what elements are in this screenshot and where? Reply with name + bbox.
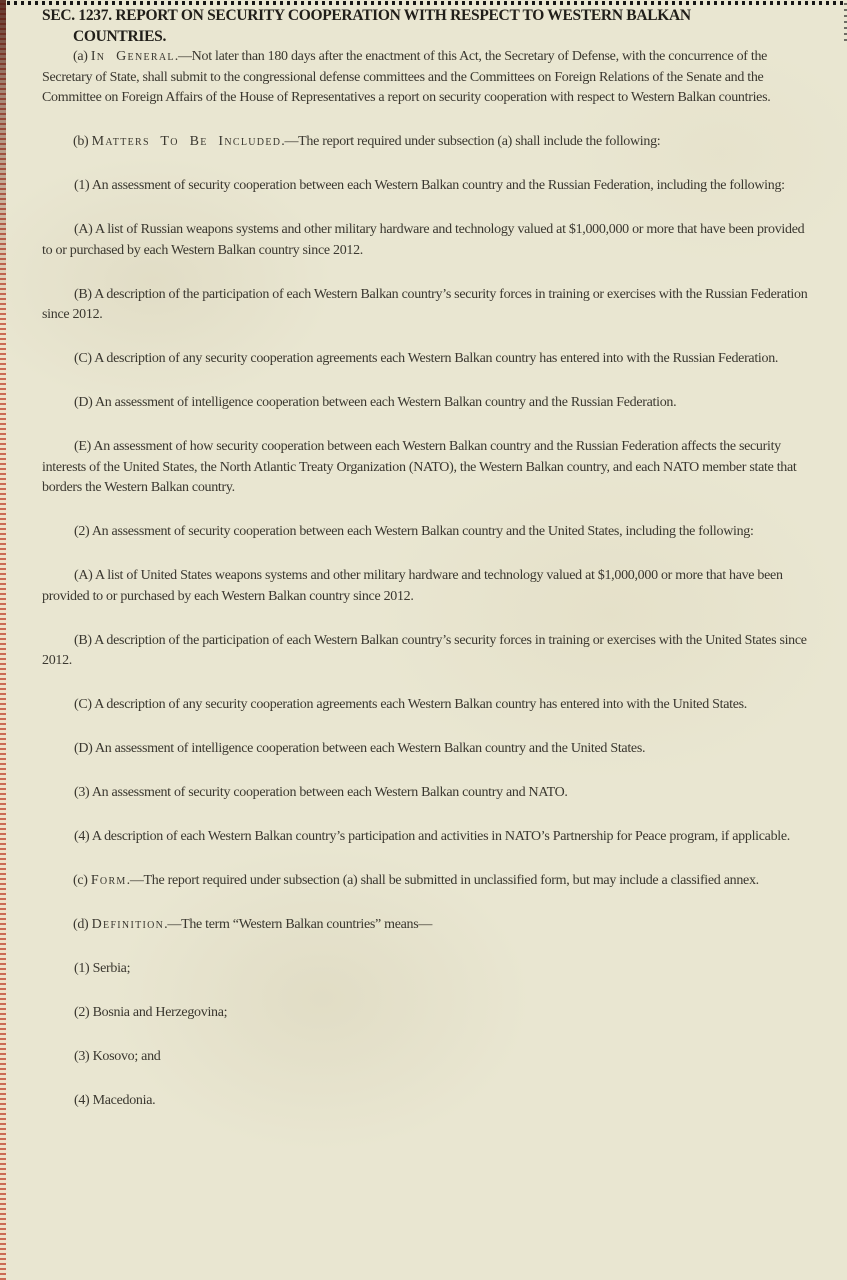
subparagraph-b1E: (E) An assessment of how security cooperation between each Western Balkan country and the Russian Federation affects the security interests of the United States, the North Atlantic Treaty Organization (NATO), the Western Balkan country, and each NATO member state that borders the Western Balkan country. [42,439,797,495]
subparagraph-b2C: (C) A description of any security cooperation agreements each Western Balkan country has entered into with the United States. [74,697,747,712]
subsection-d-text: .—The term “Western Balkan countries” means— [164,917,433,932]
paragraph-d2: (2) Bosnia and Herzegovina; [74,1005,228,1020]
subsection-c [42,871,817,892]
subsection-c-designator: (c) [73,873,91,888]
subparagraph-b2D: (D) An assessment of intelligence cooperation between each Western Balkan country and the United States. [74,741,646,756]
subsection-c-title: Form [90,873,127,888]
subsection-d-title: Definition [91,917,165,932]
subsection-a [42,47,817,109]
subparagraph-b2B: (B) A description of the participation of each Western Balkan country’s security forces in training or exercises with the United States since 2012. [42,632,807,668]
subsection-b-title: Matters To Be Included [91,134,282,149]
subparagraph-b1C: (C) A description of any security cooperation agreements each Western Balkan country has entered into with the Russian Federation. [74,351,779,366]
subsection-b [42,132,817,153]
subparagraph-b2A: (A) A list of United States weapons systems and other military hardware and technology valued at $1,000,000 or more that have been provided to or purchased by each Western Balkan country since 2012. [42,568,783,604]
subparagraph-b1D: (D) An assessment of intelligence cooperation between each Western Balkan country and the Russian Federation. [74,395,677,410]
subparagraph-b1B: (B) A description of the participation of each Western Balkan country’s security forces in training or exercises with the Russian Federation since 2012. [42,286,808,322]
subsection-a-text: .—Not later than 180 days after the enactment of this Act, the Secretary of Defense, with the concurrence of the Secretary of State, shall submit to the congressional defense committees and the Committees on Foreign Relations of the Senate and the Committee on Foreign Affairs of the House of Representatives a report on security cooperation with respect to Western Balkan countries. [42,49,771,105]
paragraph-b2: (2) An assessment of security cooperation between each Western Balkan country and the United States, including the following: [74,524,754,539]
subsection-d [42,915,817,936]
subsection-d-designator: (d) [73,917,92,932]
section-heading-line2: COUNTRIES. [73,27,167,45]
subsection-a-title: In General [90,49,175,64]
subparagraph-b1A: (A) A list of Russian weapons systems and other military hardware and technology valued at $1,000,000 or more that have been provided to or purchased by each Western Balkan country since 2012. [42,222,805,258]
paragraph-d4: (4) Macedonia. [74,1093,156,1108]
subsection-a-designator: (a) [73,49,91,64]
subsection-c-text: .—The report required under subsection (a) shall be submitted in unclassified form, but may include a classified annex. [126,873,759,888]
paragraph-b3: (3) An assessment of security cooperation between each Western Balkan country and NATO. [74,785,568,800]
section-heading [42,6,817,47]
subsection-b-designator: (b) [73,134,92,149]
paragraph-b4: (4) A description of each Western Balkan country’s participation and activities in NATO’s Partnership for Peace program, if applicable. [74,829,790,844]
subsection-b-text: .—The report required under subsection (a) shall include the following: [281,134,661,149]
paragraph-d1: (1) Serbia; [74,961,131,976]
section-heading-line1: SEC. 1237. REPORT ON SECURITY COOPERATION WITH RESPECT TO WESTERN BALKAN [42,7,691,24]
paragraph-b1: (1) An assessment of security cooperation between each Western Balkan country and the Russian Federation, including the following: [74,178,785,193]
paragraph-d3: (3) Kosovo; and [74,1049,161,1064]
